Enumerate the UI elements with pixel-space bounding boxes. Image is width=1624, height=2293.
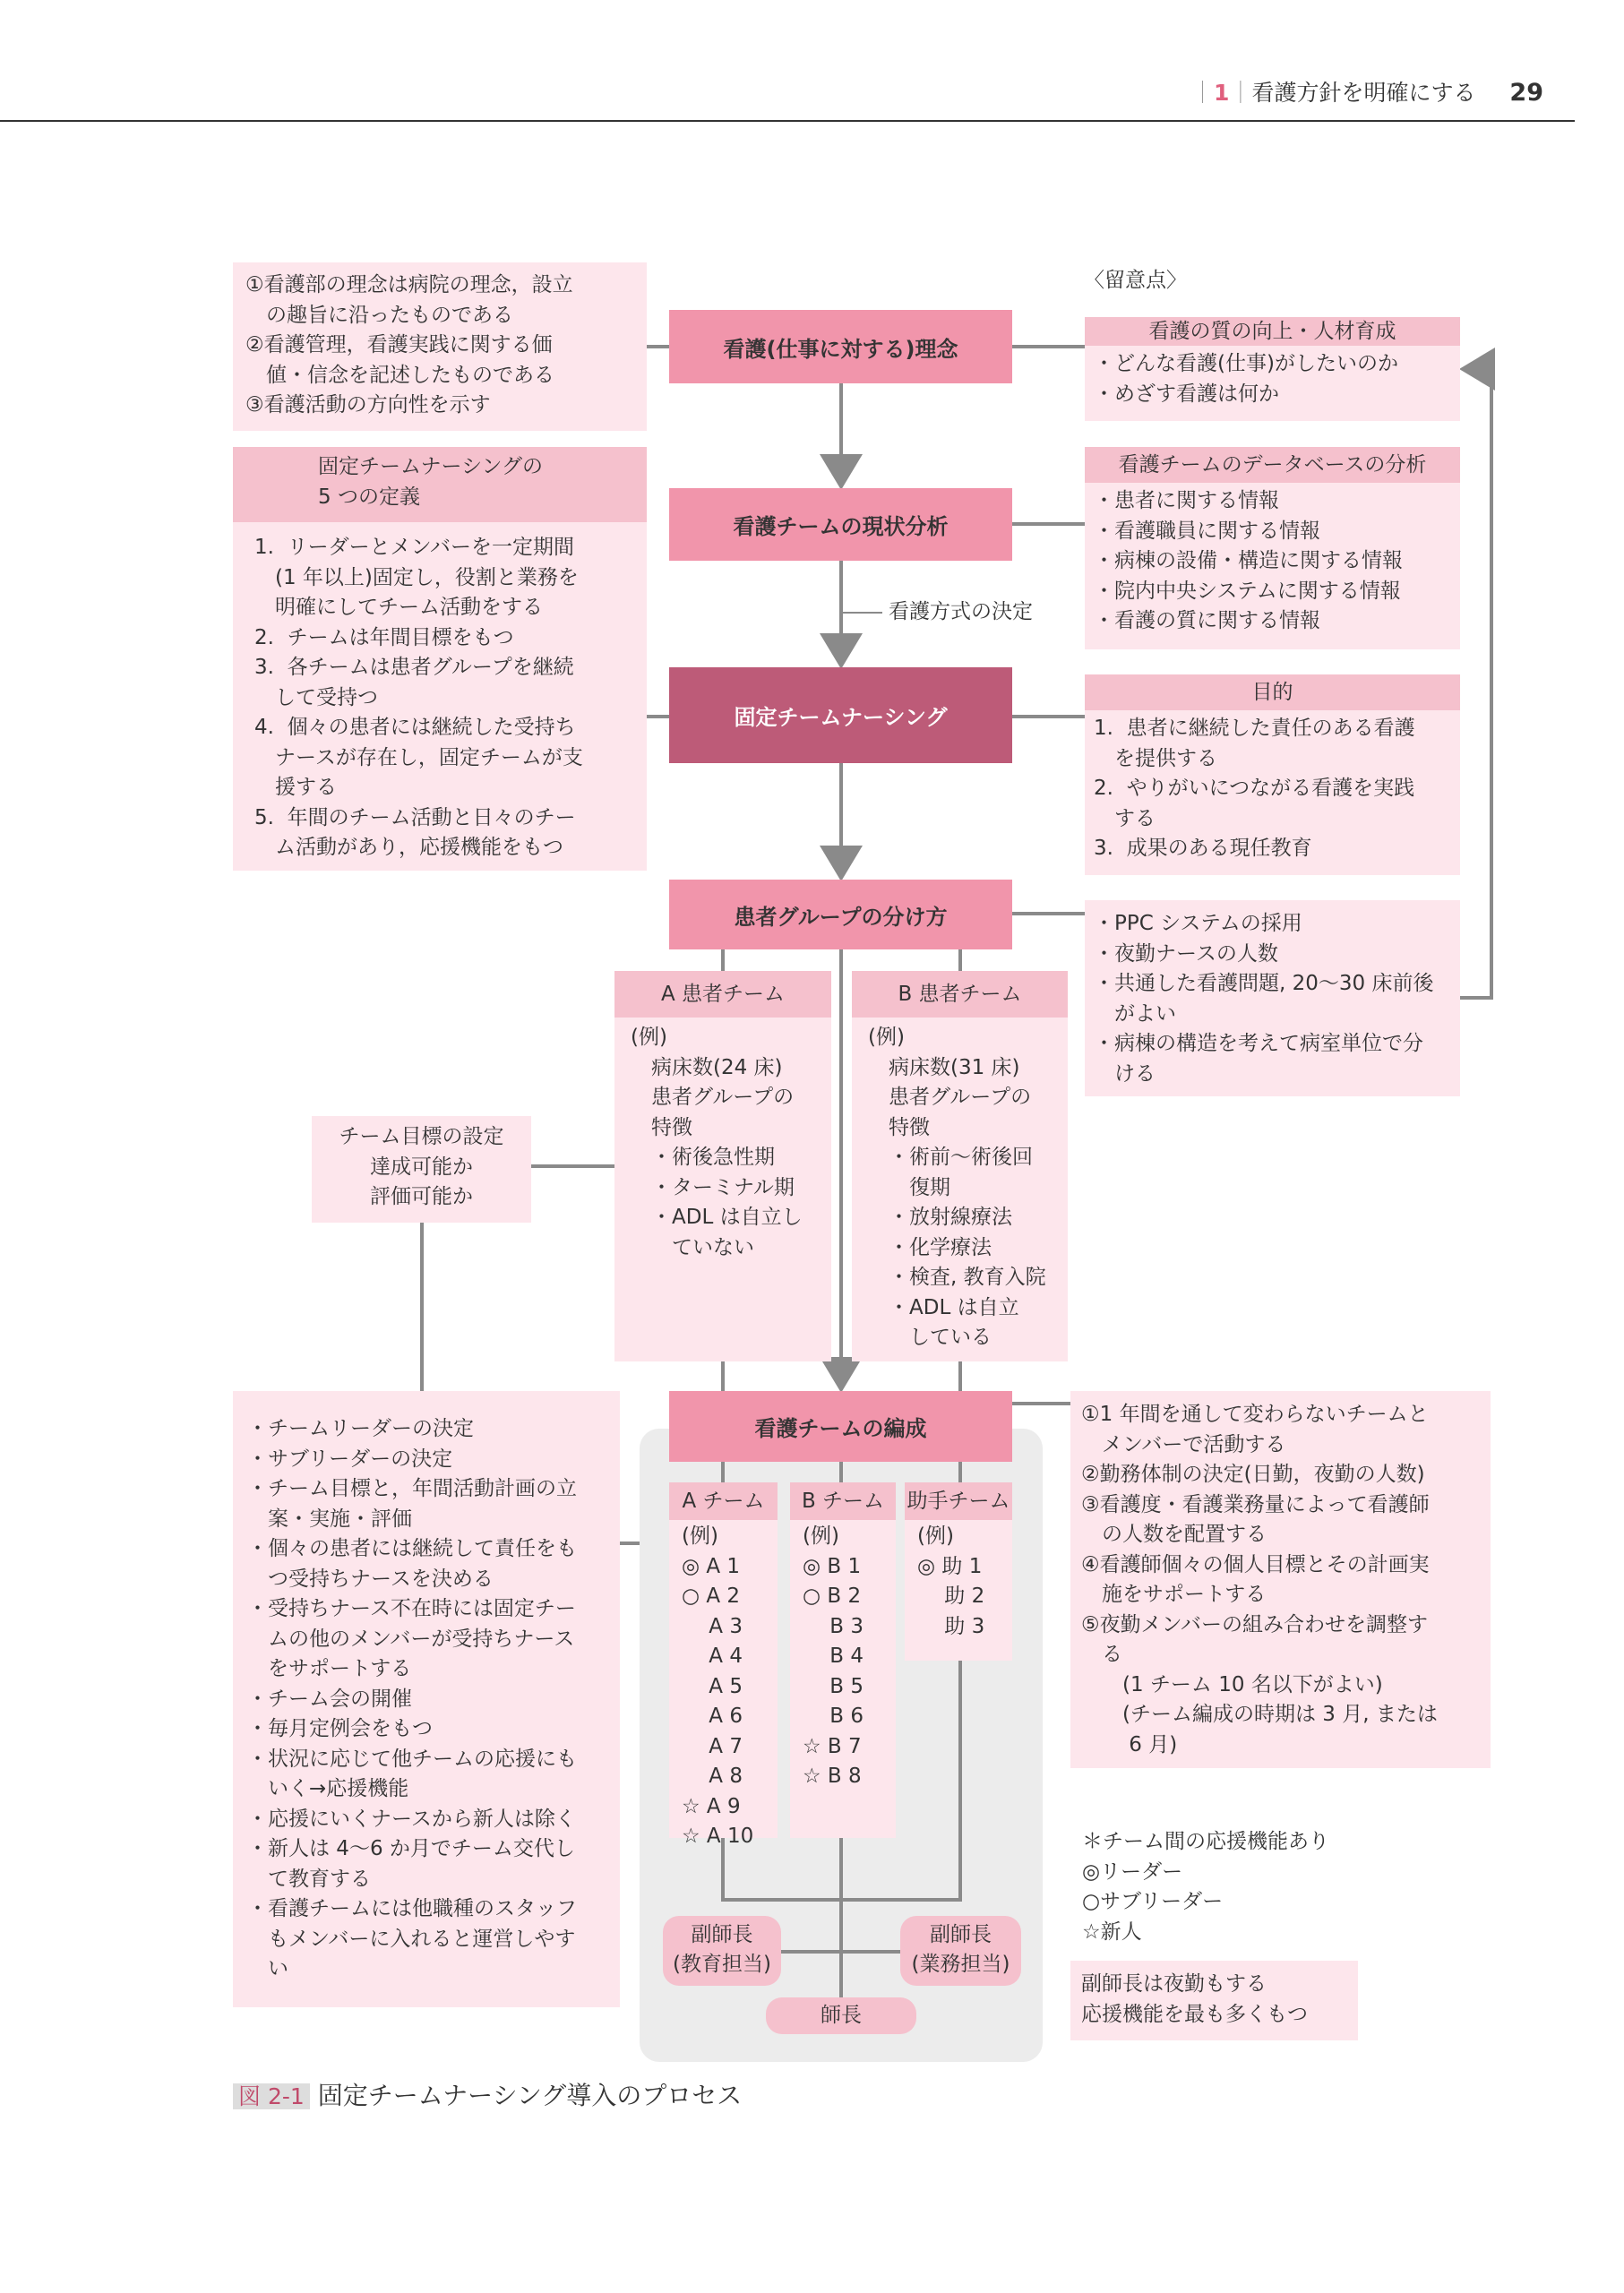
patient-team-a-list	[614, 1018, 831, 1268]
definition-box	[233, 447, 647, 871]
text-line: ・看護チームには他職種のスタッフ	[247, 1897, 577, 1920]
text-line: (チーム編成の時期は 3 月, または	[1081, 1703, 1438, 1726]
text-line: ・院内中央システムに関する情報	[1094, 579, 1401, 603]
text-line: して受持つ	[254, 685, 378, 709]
team-a-members	[669, 1520, 778, 1854]
text-line: をサポートする	[247, 1657, 412, 1680]
analysis-box: 看護チームの現状分析	[669, 488, 1012, 561]
text-line: ナースが存在し，固定チームが支	[254, 745, 583, 769]
assistant-team-title: 助手チーム	[905, 1482, 1012, 1520]
purpose-list	[1085, 710, 1460, 868]
fixed-team-nursing-box: 固定チームナーシング	[669, 667, 1012, 763]
text-line: ・放射線療法	[868, 1206, 1012, 1229]
divider: ｜	[1191, 80, 1215, 106]
text-line: ・チームリーダーの決定	[247, 1417, 474, 1440]
text-line: 援する	[254, 776, 337, 799]
text-line: つ受持ちナースを決める	[247, 1567, 494, 1591]
vice-head-operations	[900, 1916, 1021, 1986]
text-line: A 7	[682, 1734, 743, 1758]
text-line: ・ADL は自立	[868, 1295, 1019, 1319]
text-line: 4. 個々の患者には継続した受持ち	[254, 716, 576, 739]
text-line: A 5	[682, 1674, 743, 1698]
team-a-box	[669, 1482, 778, 1848]
text-line: (例)	[803, 1524, 839, 1548]
text-line: ○ A 2	[682, 1584, 741, 1608]
text-line: 明確にしてチーム活動をする	[254, 596, 543, 619]
text-line: ム活動があり，応援機能をもつ	[254, 836, 563, 859]
figure-caption	[233, 2076, 742, 2112]
text-line: ・状況に応じて他チームの応援にも	[247, 1747, 577, 1771]
text-line: ・チーム会の開催	[247, 1687, 412, 1711]
grouping-notes-box	[1085, 900, 1460, 1096]
database-title: 看護チームのデータベースの分析	[1085, 447, 1460, 483]
text-line: 助 2	[917, 1584, 985, 1608]
text-line: ・化学療法	[868, 1235, 992, 1259]
text-line: ④看護師個々の個人目標とその計画実	[1081, 1552, 1430, 1576]
text-line: ・術前〜術後回	[868, 1146, 1033, 1169]
text-line: A 3	[682, 1614, 743, 1638]
text-line: ☆ A 10	[682, 1825, 754, 1848]
text-line: ・新人は 4〜6 か月でチーム交代し	[247, 1837, 575, 1860]
text-line: ・検査, 教育入院	[868, 1266, 1046, 1289]
page-number: 29	[1509, 79, 1543, 107]
quality-list	[1085, 346, 1460, 413]
text-line: ・個々の患者には継続して責任をも	[247, 1537, 577, 1560]
text-line: 3. 成果のある現任教育	[1094, 837, 1312, 860]
text-line: ☆新人	[1082, 1919, 1142, 1944]
assistant-team-members	[905, 1520, 1012, 1644]
text-line: ☆ B 7	[803, 1734, 862, 1758]
text-line: (例)	[631, 1026, 667, 1049]
database-list	[1085, 483, 1460, 640]
text-line: ③看護度・看護業務量によって看護師	[1081, 1492, 1430, 1516]
text-line: 復期	[868, 1175, 950, 1199]
text-line: ・ADL は自立し	[631, 1206, 803, 1229]
figure-label: 図 2-1	[233, 2083, 310, 2109]
text-line: ・共通した看護問題, 20〜30 床前後	[1094, 972, 1434, 995]
text-line: ・受持ちナース不在時には固定チー	[247, 1597, 576, 1620]
text-line: ☆ B 8	[803, 1765, 862, 1788]
text-line: がよい	[1094, 1001, 1176, 1026]
figure-title: 固定チームナーシング導入のプロセス	[317, 2081, 743, 2110]
text-line: 特徴	[868, 1115, 930, 1139]
text-line: 2. やりがいにつながる看護を実践	[1094, 777, 1415, 800]
purpose-box	[1085, 674, 1460, 875]
text-line: い	[247, 1957, 288, 1980]
text-line: 3. 各チームは患者グループを継続	[254, 656, 574, 679]
text-line: 患者グループの	[868, 1086, 1032, 1109]
text-line: ・病棟の設備・構造に関する情報	[1094, 549, 1403, 572]
text-line: ①看護部の理念は病院の理念，設立	[245, 273, 573, 296]
database-box	[1085, 447, 1460, 649]
text-line: (例)	[868, 1026, 905, 1049]
quality-box	[1085, 317, 1460, 421]
text-line: ②看護管理，看護実践に関する価	[245, 333, 553, 356]
quality-title: 看護の質の向上・人材育成	[1085, 317, 1460, 346]
chapter-title: 看護方針を明確にする	[1251, 80, 1476, 106]
team-b-box	[790, 1482, 896, 1838]
team-a-title: A チーム	[669, 1482, 778, 1520]
text-line: ・看護職員に関する情報	[1094, 519, 1320, 543]
text-line: ☆ A 9	[682, 1794, 741, 1818]
divider: ｜	[1229, 80, 1252, 106]
text-line: 応援機能を最も多くもつ	[1081, 2002, 1308, 2026]
text-line: ○ B 2	[803, 1584, 862, 1608]
text-line: ◎ A 1	[682, 1554, 741, 1578]
text-line: ③看護活動の方向性を示す	[245, 393, 491, 417]
text-line: チーム目標の設定	[339, 1125, 504, 1148]
text-line: 達成可能か	[370, 1155, 473, 1179]
vice-head-education	[663, 1916, 781, 1986]
legend	[1082, 1827, 1329, 1947]
text-line: 助 3	[917, 1614, 985, 1638]
vice-head-note-box	[1070, 1961, 1358, 2040]
text-line: ◎ 助 1	[917, 1554, 983, 1578]
text-line: 値・信念を記述したものである	[245, 363, 554, 387]
text-line: (例)	[917, 1524, 954, 1548]
formation-notes-box	[1070, 1391, 1491, 1768]
text-line: る	[1081, 1643, 1122, 1666]
patient-team-a-box	[614, 971, 831, 1361]
text-line: ②勤務体制の決定(日勤，夜勤の人数)	[1081, 1463, 1425, 1486]
text-line: 案・実施・評価	[247, 1507, 412, 1531]
text-line: の趣旨に沿ったものである	[245, 303, 513, 327]
text-line: ていない	[631, 1235, 754, 1259]
text-line: 評価可能か	[370, 1185, 473, 1208]
text-line: B 6	[803, 1705, 864, 1728]
text-line: ・PPC システムの採用	[1094, 912, 1302, 935]
head-nurse: 師長	[766, 1997, 916, 2034]
operations-box	[233, 1391, 620, 2007]
text-line: 5 つの定義	[318, 485, 420, 509]
text-line: 5. 年間のチーム活動と日々のチー	[254, 805, 576, 829]
text-line: (業務担当)	[911, 1953, 1010, 1976]
text-line: ◎ B 1	[803, 1554, 862, 1578]
text-line: (例)	[682, 1524, 718, 1548]
definition-title	[233, 447, 647, 522]
team-formation-box: 看護チームの編成	[669, 1391, 1012, 1462]
text-line: ・病棟の構造を考えて病室単位で分	[1094, 1032, 1423, 1055]
text-line: て教育する	[247, 1867, 371, 1891]
definition-list	[233, 522, 647, 863]
text-line: ・サブリーダーの決定	[247, 1447, 453, 1471]
patient-team-b-list	[852, 1018, 1068, 1359]
text-line: ・看護の質に関する情報	[1094, 609, 1320, 632]
text-line: ・術後急性期	[631, 1146, 775, 1169]
text-line: ①1 年間を通して変わらないチームと	[1081, 1403, 1429, 1426]
team-goal-box	[312, 1116, 531, 1223]
team-b-members	[790, 1520, 896, 1794]
text-line: 1. リーダーとメンバーを一定期間	[254, 536, 574, 559]
text-line: 副師長	[930, 1923, 992, 1946]
method-decision-label: 看護方式の決定	[889, 600, 1033, 623]
text-line: (教育担当)	[673, 1953, 771, 1976]
text-line: B 3	[803, 1614, 864, 1638]
text-line: ・ターミナル期	[631, 1175, 795, 1199]
notes-label: 〈留意点〉	[1084, 269, 1187, 292]
team-b-title: B チーム	[790, 1482, 896, 1520]
text-line: ＊チーム間の応援機能あり	[1082, 1830, 1329, 1853]
patient-team-a-title: A 患者チーム	[614, 971, 831, 1018]
text-line: ムの他のメンバーが受持ちナース	[247, 1627, 575, 1651]
text-line: ⑤夜勤メンバーの組み合わせを調整す	[1081, 1612, 1429, 1636]
patient-team-b-title: B 患者チーム	[852, 971, 1068, 1018]
philosophy-notes-box	[233, 262, 647, 431]
text-line: 施をサポートする	[1081, 1583, 1267, 1606]
text-line: B 5	[803, 1674, 864, 1698]
text-line: ・応援にいくナースから新人は除く	[247, 1807, 576, 1831]
text-line: 1. 患者に継続した責任のある看護	[1094, 717, 1415, 740]
text-line: ・夜勤ナースの人数	[1094, 941, 1278, 966]
text-line: メンバーで活動する	[1081, 1432, 1286, 1456]
text-line: B 4	[803, 1645, 864, 1668]
patient-grouping-box: 患者グループの分け方	[669, 880, 1012, 949]
philosophy-box: 看護(仕事に対する)理念	[669, 310, 1012, 383]
text-line: ける	[1094, 1061, 1156, 1086]
text-line: ・どんな看護(仕事)がしたいのか	[1094, 352, 1398, 375]
text-line: 6 月)	[1081, 1732, 1178, 1756]
text-line: 副師長	[691, 1923, 753, 1946]
text-line: ・毎月定例会をもつ	[247, 1717, 433, 1740]
text-line: A 4	[682, 1645, 743, 1668]
text-line: の人数を配置する	[1081, 1523, 1267, 1546]
assistant-team-box	[905, 1482, 1012, 1661]
text-line: ・チーム目標と，年間活動計画の立	[247, 1477, 577, 1500]
text-line: ・めざす看護は何か	[1094, 382, 1279, 406]
text-line: いく→応援機能	[247, 1777, 409, 1800]
text-line: A 8	[682, 1765, 743, 1788]
text-line: 固定チームナーシングの	[318, 455, 544, 478]
text-line: する	[1094, 806, 1156, 830]
text-line: 病床数(24 床)	[631, 1055, 783, 1079]
text-line: 特徴	[631, 1115, 692, 1139]
text-line: ・患者に関する情報	[1094, 489, 1279, 512]
text-line: している	[868, 1326, 992, 1349]
text-line: 2. チームは年間目標をもつ	[254, 625, 514, 649]
patient-team-b-box	[852, 971, 1068, 1361]
text-line: (1 チーム 10 名以下がよい)	[1081, 1672, 1383, 1696]
text-line: A 6	[682, 1705, 743, 1728]
text-line: 病床数(31 床)	[868, 1055, 1020, 1079]
text-line: もメンバーに入れると運営しやす	[247, 1927, 576, 1951]
text-line: ◎リーダー	[1082, 1859, 1183, 1884]
text-line: 患者グループの	[631, 1086, 795, 1109]
text-line: ○サブリーダー	[1082, 1890, 1224, 1913]
text-line: (1 年以上)固定し，役割と業務を	[254, 565, 579, 589]
text-line: を提供する	[1094, 746, 1217, 770]
purpose-title: 目的	[1085, 674, 1460, 710]
text-line: 副師長は夜勤もする	[1081, 1972, 1267, 1996]
chapter-number: 1	[1214, 80, 1230, 106]
